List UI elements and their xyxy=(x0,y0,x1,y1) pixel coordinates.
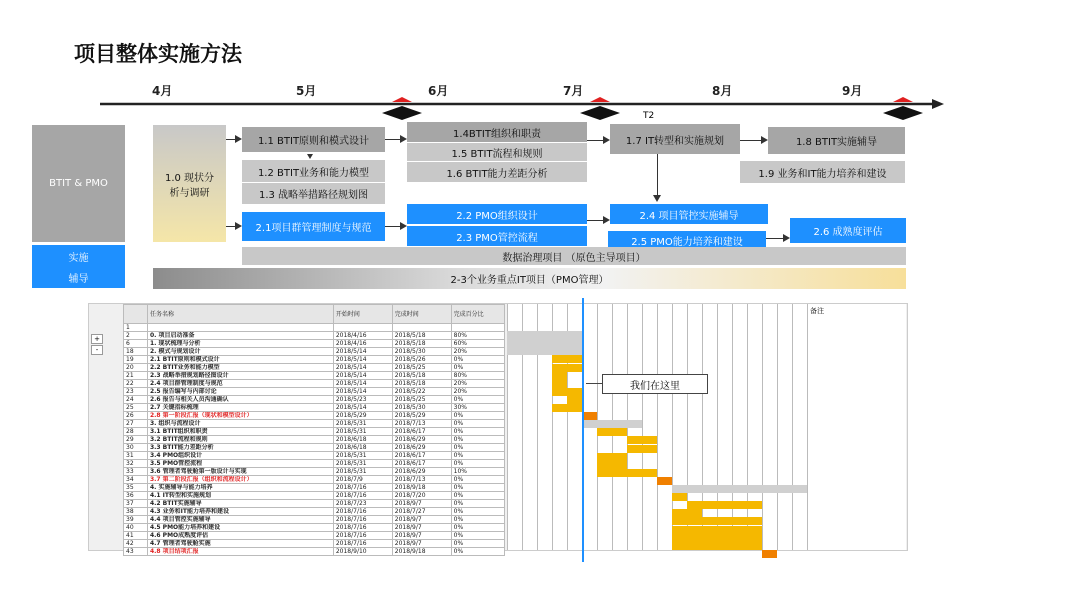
gantt-bar xyxy=(627,436,657,444)
we-are-here-callout: 我们在这里 xyxy=(602,374,708,394)
table-cell: 22 xyxy=(124,380,148,388)
table-row[interactable] xyxy=(124,540,505,548)
table-cell: 39 xyxy=(124,516,148,524)
table-cell: 20% xyxy=(451,380,504,388)
gantt-bar xyxy=(552,355,582,363)
table-cell: 4.5 PMO能力培养和建设 xyxy=(147,524,333,532)
connector-line xyxy=(766,238,783,239)
table-cell xyxy=(333,324,392,332)
table-cell: 31 xyxy=(124,452,148,460)
gantt-bar xyxy=(762,550,777,558)
table-cell: 2018/5/30 xyxy=(392,348,451,356)
table-cell: 0% xyxy=(451,532,504,540)
collapse-icon[interactable]: - xyxy=(91,345,103,355)
gantt-bar xyxy=(672,485,807,493)
table-cell: 4.8 项目结项汇报 xyxy=(147,548,333,556)
table-cell: 0% xyxy=(451,412,504,420)
table-cell: 2018/4/16 xyxy=(333,340,392,348)
table-cell: 2018/5/31 xyxy=(333,460,392,468)
notes-column xyxy=(807,304,906,550)
table-cell: 0% xyxy=(451,540,504,548)
table-cell: 30% xyxy=(451,404,504,412)
gantt-bar xyxy=(672,534,762,542)
box-2-1: 2.1项目群管理制度与规范 xyxy=(242,212,385,241)
table-cell: 2018/5/18 xyxy=(392,332,451,340)
table-cell: 0% xyxy=(451,500,504,508)
gantt-header-row xyxy=(124,305,505,324)
box-1-6: 1.6 BTIT能力差距分析 xyxy=(407,162,587,182)
table-cell: 0% xyxy=(451,452,504,460)
box-2-5: 2.5 PMO能力培养和建设 xyxy=(608,231,766,249)
table-cell: 32 xyxy=(124,460,148,468)
table-cell: 0% xyxy=(451,364,504,372)
table-cell: 2018/9/7 xyxy=(392,540,451,548)
marker-t2: T2 xyxy=(643,111,655,121)
table-cell: 43 xyxy=(124,548,148,556)
table-cell: 2018/5/14 xyxy=(333,380,392,388)
table-cell: 20% xyxy=(451,388,504,396)
table-cell: 2018/5/18 xyxy=(392,372,451,380)
table-cell: 0% xyxy=(451,396,504,404)
gantt-bar xyxy=(552,372,567,380)
table-cell: 2018/7/16 xyxy=(333,484,392,492)
box-1-1: 1.1 BTIT原则和模式设计 xyxy=(242,127,385,152)
gantt-chart xyxy=(88,303,908,555)
table-cell: 2 xyxy=(124,332,148,340)
coaching-line-1: 实施 xyxy=(68,252,89,264)
table-cell: 21 xyxy=(124,372,148,380)
table-cell: 2018/9/7 xyxy=(392,516,451,524)
table-row[interactable] xyxy=(124,404,505,412)
gantt-bar xyxy=(687,501,762,509)
table-cell: 2018/9/10 xyxy=(333,548,392,556)
gantt-bar xyxy=(582,420,642,428)
table-cell: 0% xyxy=(451,420,504,428)
table-cell: 20% xyxy=(451,348,504,356)
callout-pointer xyxy=(586,383,602,384)
table-cell: 0% xyxy=(451,356,504,364)
grid-line xyxy=(732,304,733,550)
grid-line xyxy=(792,304,793,550)
gantt-bar xyxy=(552,404,582,412)
table-cell: 2018/5/25 xyxy=(392,364,451,372)
table-cell: 3.6 管理者驾驶舱第一版设计与实现 xyxy=(147,468,333,476)
box-2-3: 2.3 PMO管控流程 xyxy=(407,226,587,246)
gantt-bar xyxy=(627,445,657,453)
table-cell: 2.5 报告编写与内部讨论 xyxy=(147,388,333,396)
table-cell: 4.3 业务和IT能力培养和建设 xyxy=(147,508,333,516)
table-cell: 2018/9/18 xyxy=(392,548,451,556)
box-2-4: 2.4 项目管控实施辅导 xyxy=(610,204,768,224)
table-cell xyxy=(147,324,333,332)
table-cell: 2.8 第一阶段汇报（现状和模型设计） xyxy=(147,412,333,420)
table-cell: 3.1 BTIT组织和职责 xyxy=(147,428,333,436)
table-row[interactable] xyxy=(124,364,505,372)
arrow-down-icon xyxy=(307,154,313,159)
table-cell: 24 xyxy=(124,396,148,404)
table-cell: 4.6 PMO成熟度评估 xyxy=(147,532,333,540)
arrow-icon xyxy=(400,135,407,143)
table-cell: 30 xyxy=(124,444,148,452)
gantt-bar xyxy=(672,542,762,550)
box-1-2: 1.2 BTIT业务和能力模型 xyxy=(242,160,385,182)
gantt-grid xyxy=(507,304,807,550)
table-row[interactable] xyxy=(124,468,505,476)
arrow-icon xyxy=(400,222,407,230)
coaching-line-2: 辅导 xyxy=(68,273,89,285)
table-row[interactable] xyxy=(124,372,505,380)
table-row[interactable] xyxy=(124,532,505,540)
table-cell xyxy=(392,324,451,332)
table-cell: 3.2 BTIT流程和规则 xyxy=(147,436,333,444)
table-cell: 2018/5/31 xyxy=(333,452,392,460)
month-apr: 4月 xyxy=(152,84,173,98)
table-row[interactable] xyxy=(124,348,505,356)
table-cell: 37 xyxy=(124,500,148,508)
table-cell: 2018/7/16 xyxy=(333,532,392,540)
table-cell: 2.7 关键指标梳理 xyxy=(147,404,333,412)
gantt-header-cell: 任务名称 xyxy=(147,305,333,324)
table-cell: 3.5 PMO管控流程 xyxy=(147,460,333,468)
box-1-8: 1.8 BTIT实施辅导 xyxy=(768,127,905,154)
table-cell: 2018/7/16 xyxy=(333,516,392,524)
table-row[interactable] xyxy=(124,324,505,332)
table-cell: 2018/5/18 xyxy=(392,380,451,388)
table-row[interactable] xyxy=(124,412,505,420)
month-aug: 8月 xyxy=(712,84,733,98)
table-cell: 3. 组织与流程设计 xyxy=(147,420,333,428)
table-cell: 80% xyxy=(451,372,504,380)
table-row[interactable] xyxy=(124,476,505,484)
table-cell: 2018/5/29 xyxy=(333,412,392,420)
table-row[interactable] xyxy=(124,500,505,508)
table-cell: 2018/7/20 xyxy=(392,492,451,500)
table-cell: 2018/5/14 xyxy=(333,404,392,412)
table-cell: 2018/9/18 xyxy=(392,484,451,492)
table-cell: 0% xyxy=(451,444,504,452)
table-cell: 2018/6/29 xyxy=(392,436,451,444)
table-cell: 23 xyxy=(124,388,148,396)
arrow-icon xyxy=(235,222,242,230)
table-cell: 2018/6/18 xyxy=(333,436,392,444)
table-cell: 10% xyxy=(451,468,504,476)
table-cell: 4. 实施辅导与能力培养 xyxy=(147,484,333,492)
grid-line xyxy=(777,304,778,550)
month-jun: 6月 xyxy=(428,84,449,98)
table-cell: 0. 项目启动准备 xyxy=(147,332,333,340)
expand-icon[interactable]: + xyxy=(91,334,103,344)
table-cell: 0% xyxy=(451,524,504,532)
table-cell: 0% xyxy=(451,460,504,468)
grid-line xyxy=(717,304,718,550)
table-row[interactable] xyxy=(124,356,505,364)
table-cell: 2018/7/16 xyxy=(333,508,392,516)
table-cell: 2018/5/18 xyxy=(392,340,451,348)
table-cell: 2018/5/25 xyxy=(392,396,451,404)
table-row[interactable] xyxy=(124,388,505,396)
table-cell: 0% xyxy=(451,484,504,492)
gantt-header-cell: 开始时间 xyxy=(333,305,392,324)
box-1-3: 1.3 战略举措路径规划图 xyxy=(242,183,385,204)
table-row[interactable] xyxy=(124,340,505,348)
table-row[interactable] xyxy=(124,436,505,444)
gantt-bar xyxy=(507,339,582,347)
table-cell: 2018/5/31 xyxy=(333,428,392,436)
table-row[interactable] xyxy=(124,548,505,556)
table-row[interactable] xyxy=(124,332,505,340)
table-row[interactable] xyxy=(124,444,505,452)
box-1-7: 1.7 IT转型和实施规划 xyxy=(610,124,740,154)
gantt-bar xyxy=(552,380,567,388)
gantt-table xyxy=(123,304,505,556)
page-title: 项目整体实施方法 xyxy=(74,42,242,66)
table-cell: 2018/6/17 xyxy=(392,428,451,436)
table-row[interactable] xyxy=(124,508,505,516)
table-cell: 0% xyxy=(451,476,504,484)
table-cell: 2018/9/7 xyxy=(392,524,451,532)
table-cell: 4.7 管理者驾驶舱实施 xyxy=(147,540,333,548)
arrow-icon xyxy=(603,136,610,144)
connector-line xyxy=(587,140,603,141)
table-cell: 2018/6/18 xyxy=(333,444,392,452)
table-cell: 2018/6/29 xyxy=(392,444,451,452)
gantt-bar xyxy=(672,493,687,501)
table-cell: 4.2 BTIT实施辅导 xyxy=(147,500,333,508)
table-cell: 3.4 PMO组织设计 xyxy=(147,452,333,460)
table-cell: 2018/5/14 xyxy=(333,364,392,372)
table-cell: 0% xyxy=(451,492,504,500)
table-cell: 2018/5/14 xyxy=(333,356,392,364)
table-row[interactable] xyxy=(124,460,505,468)
timeline-axis xyxy=(100,96,945,120)
arrow-icon xyxy=(235,135,242,143)
table-row[interactable] xyxy=(124,420,505,428)
table-cell: 0% xyxy=(451,548,504,556)
table-cell: 2018/7/13 xyxy=(392,420,451,428)
grid-line xyxy=(657,304,658,550)
table-row[interactable] xyxy=(124,396,505,404)
btit-pmo-label: BTIT & PMO xyxy=(32,125,125,242)
arrow-icon xyxy=(783,234,790,242)
month-jul: 7月 xyxy=(563,84,584,98)
table-cell: 2.6 报告与相关人员沟通确认 xyxy=(147,396,333,404)
box-2-6: 2.6 成熟度评估 xyxy=(790,218,906,243)
box-2-2: 2.2 PMO组织设计 xyxy=(407,204,587,224)
table-cell: 2018/5/31 xyxy=(333,420,392,428)
table-cell: 2018/7/9 xyxy=(333,476,392,484)
table-cell: 2018/9/7 xyxy=(392,532,451,540)
table-cell: 3.7 第二阶段汇报（组织和流程设计） xyxy=(147,476,333,484)
grid-line xyxy=(642,304,643,550)
table-cell: 0% xyxy=(451,436,504,444)
gantt-bar xyxy=(597,453,627,461)
arrow-icon xyxy=(603,216,610,224)
notes-header: 备注 xyxy=(810,307,824,315)
table-cell: 2018/7/16 xyxy=(333,492,392,500)
box-1-4: 1.4BTIT组织和职责 xyxy=(407,122,587,142)
month-sep: 9月 xyxy=(842,84,863,98)
table-cell: 18 xyxy=(124,348,148,356)
grid-line xyxy=(762,304,763,550)
gantt-bar xyxy=(582,412,597,420)
connector-line xyxy=(385,226,400,227)
gantt-bar xyxy=(507,331,582,339)
table-row[interactable] xyxy=(124,428,505,436)
gantt-header-cell xyxy=(124,305,148,324)
table-cell xyxy=(451,324,504,332)
table-row[interactable] xyxy=(124,516,505,524)
arrow-down-icon xyxy=(653,195,661,202)
gantt-header-cell: 完成百分比 xyxy=(451,305,504,324)
gantt-bar xyxy=(597,428,627,436)
table-cell: 2018/5/14 xyxy=(333,372,392,380)
connector-line xyxy=(587,220,603,221)
gantt-bar xyxy=(672,526,762,534)
table-cell: 0% xyxy=(451,508,504,516)
table-cell: 0% xyxy=(451,516,504,524)
table-cell: 26 xyxy=(124,412,148,420)
table-cell: 2.4 项目群管理制度与规范 xyxy=(147,380,333,388)
table-cell: 2018/9/7 xyxy=(392,500,451,508)
table-cell: 41 xyxy=(124,532,148,540)
table-cell: 2018/5/14 xyxy=(333,388,392,396)
table-cell: 2018/4/16 xyxy=(333,332,392,340)
table-cell: 80% xyxy=(451,332,504,340)
table-cell: 2018/5/30 xyxy=(392,404,451,412)
table-cell: 2.2 BTIT业务和能力模型 xyxy=(147,364,333,372)
table-cell: 2018/7/16 xyxy=(333,540,392,548)
table-cell: 36 xyxy=(124,492,148,500)
table-cell: 25 xyxy=(124,404,148,412)
table-row[interactable] xyxy=(124,484,505,492)
table-cell: 2018/5/26 xyxy=(392,356,451,364)
table-cell: 2.3 战略举措规划路径图设计 xyxy=(147,372,333,380)
table-cell: 2. 模式与规划设计 xyxy=(147,348,333,356)
table-cell: 2018/5/23 xyxy=(333,396,392,404)
table-cell: 1 xyxy=(124,324,148,332)
gantt-bar xyxy=(657,477,672,485)
table-cell: 2.1 BTIT原则和模式设计 xyxy=(147,356,333,364)
month-may: 5月 xyxy=(296,84,317,98)
gantt-bar xyxy=(552,364,582,372)
box-1-5: 1.5 BTIT流程和规则 xyxy=(407,143,587,161)
table-row[interactable] xyxy=(124,492,505,500)
table-cell: 38 xyxy=(124,508,148,516)
connector-line xyxy=(740,140,761,141)
table-cell: 19 xyxy=(124,356,148,364)
table-cell: 2018/7/16 xyxy=(333,524,392,532)
table-cell: 33 xyxy=(124,468,148,476)
gantt-bar xyxy=(567,396,582,404)
arrow-icon xyxy=(761,136,768,144)
data-governance-bar: 数据治理项目 （原色主导项目） xyxy=(242,247,906,265)
table-cell: 42 xyxy=(124,540,148,548)
table-cell: 0% xyxy=(451,428,504,436)
table-cell: 3.3 BTIT能力差距分析 xyxy=(147,444,333,452)
gantt-bar xyxy=(597,469,657,477)
box-1-0: 1.0 现状分 析与调研 xyxy=(153,125,226,242)
table-cell: 2018/5/31 xyxy=(333,468,392,476)
grid-line xyxy=(747,304,748,550)
table-cell: 2018/7/13 xyxy=(392,476,451,484)
table-cell: 2018/5/14 xyxy=(333,348,392,356)
table-cell: 28 xyxy=(124,428,148,436)
connector-line xyxy=(657,154,658,196)
table-cell: 2018/7/27 xyxy=(392,508,451,516)
table-cell: 40 xyxy=(124,524,148,532)
table-cell: 1. 现状梳理与分析 xyxy=(147,340,333,348)
table-cell: 35 xyxy=(124,484,148,492)
key-it-projects-bar: 2-3个业务重点IT项目（PMO管理） xyxy=(153,268,906,289)
table-cell: 34 xyxy=(124,476,148,484)
gantt-bar xyxy=(597,461,627,469)
box-1-9: 1.9 业务和IT能力培养和建设 xyxy=(740,161,905,183)
table-cell: 6 xyxy=(124,340,148,348)
table-cell: 4.1 IT转型和实施规划 xyxy=(147,492,333,500)
connector-line xyxy=(385,139,400,140)
table-row[interactable] xyxy=(124,524,505,532)
table-row[interactable] xyxy=(124,452,505,460)
table-cell: 2018/6/17 xyxy=(392,452,451,460)
gantt-bar xyxy=(672,509,702,517)
gantt-bar xyxy=(672,517,762,525)
table-cell: 20 xyxy=(124,364,148,372)
table-cell: 29 xyxy=(124,436,148,444)
current-date-line xyxy=(582,298,584,562)
table-cell: 2018/5/22 xyxy=(392,388,451,396)
table-cell: 27 xyxy=(124,420,148,428)
table-cell: 2018/6/29 xyxy=(392,468,451,476)
gantt-bar xyxy=(507,347,582,355)
table-cell: 4.4 项目管控实施辅导 xyxy=(147,516,333,524)
grid-line xyxy=(702,304,703,550)
table-cell: 2018/7/23 xyxy=(333,500,392,508)
implementation-coaching-label xyxy=(32,245,125,288)
gantt-header-cell: 完成时间 xyxy=(392,305,451,324)
table-cell: 2018/6/17 xyxy=(392,460,451,468)
table-row[interactable] xyxy=(124,380,505,388)
table-cell: 60% xyxy=(451,340,504,348)
gantt-bar xyxy=(552,388,582,396)
table-cell: 2018/5/29 xyxy=(392,412,451,420)
